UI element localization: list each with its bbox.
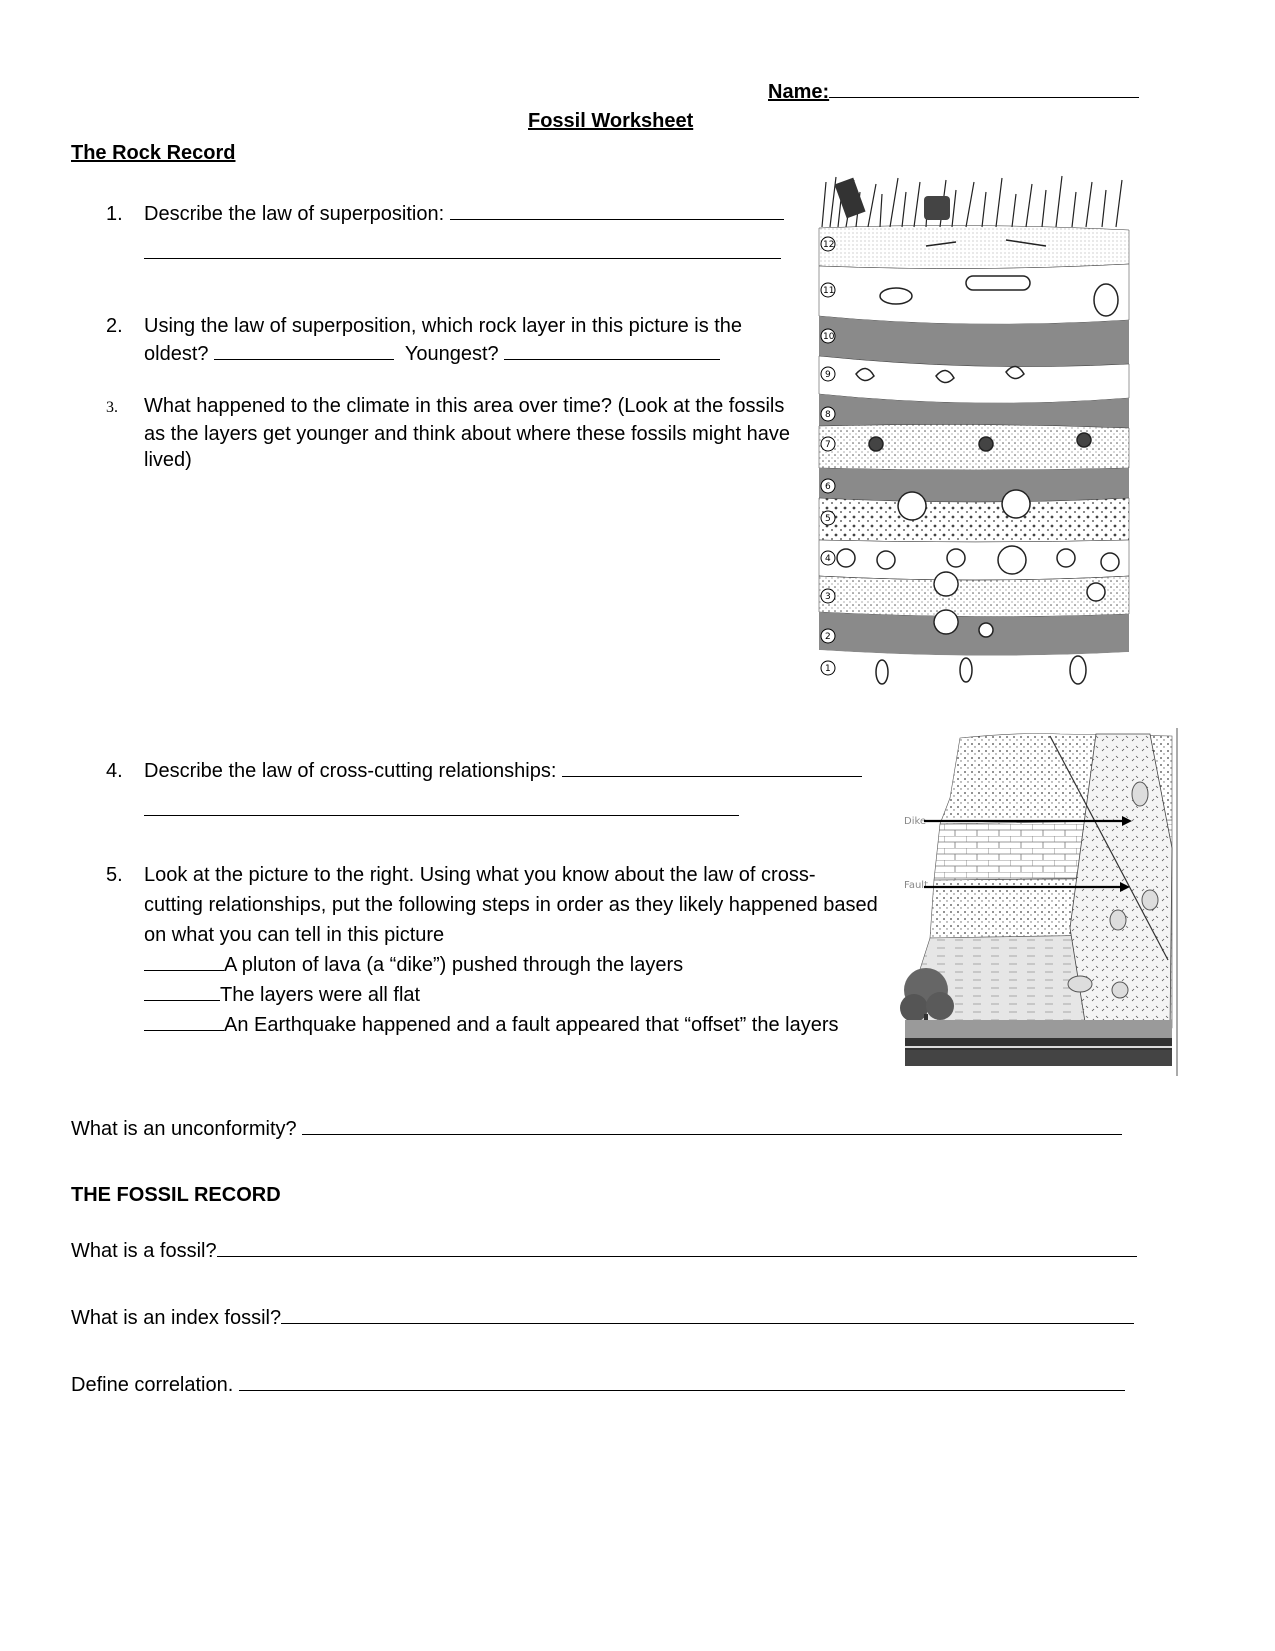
question-text: Describe the law of cross-cutting relationships: [144, 760, 557, 782]
layer-label-9: 9 [825, 370, 831, 380]
youngest-label: Youngest? [404, 343, 499, 365]
question-number: 1. [106, 203, 123, 225]
layer-label-11: 11 [823, 286, 835, 296]
step-blank[interactable] [144, 982, 220, 1001]
layer-label-6: 6 [825, 482, 831, 492]
question-number: 4. [106, 760, 123, 782]
answer-blank[interactable] [562, 758, 862, 777]
layer-11 [819, 264, 1129, 324]
layer-label-7: 7 [825, 440, 831, 450]
layer-label-1: 1 [825, 664, 831, 674]
section-rock-record: The Rock Record [71, 142, 236, 164]
ground [905, 1020, 1172, 1038]
page-title: Fossil Worksheet [528, 110, 694, 132]
layer-label-8: 8 [825, 410, 831, 420]
name-blank[interactable] [829, 79, 1139, 98]
question-text-line1: Look at the picture to the right. Using what you know about the law of cross- [144, 864, 816, 886]
road [905, 1038, 1172, 1050]
answer-line[interactable] [144, 258, 781, 259]
index-fossil-question [71, 1305, 1134, 1330]
question-text: Using the law of superposition, which rock layer in this picture is the [144, 315, 743, 337]
question-text: Describe the law of superposition: [144, 203, 445, 225]
youngest-blank[interactable] [504, 341, 720, 360]
name-field [768, 79, 1139, 104]
layer-3 [819, 576, 1129, 617]
question-text-line2: cutting relationships, put the following steps in order as they likely happened based [144, 894, 878, 916]
question-1 [106, 201, 784, 226]
surface-vegetation [822, 176, 1122, 227]
step-2-text: The layers were all flat [220, 984, 421, 1006]
answer-blank[interactable] [217, 1238, 1137, 1257]
name-label: Name: [768, 81, 830, 103]
step-1-text: A pluton of lava (a “dike”) pushed through the layers [224, 954, 684, 976]
cross-section-figure [900, 728, 1180, 1076]
fossil-question [71, 1238, 1137, 1263]
question-text-line1: What happened to the climate in this area over time? (Look at the fossils [144, 395, 785, 417]
step-blank[interactable] [144, 952, 224, 971]
dike-label: Dike [904, 816, 927, 827]
question-text-line3: lived) [144, 449, 192, 471]
rock [924, 196, 950, 220]
question-text: What is an unconformity? [71, 1118, 297, 1140]
question-5 [106, 860, 878, 1040]
question-3 [106, 393, 790, 473]
fault-label: Fault [904, 880, 928, 891]
question-number: 2. [106, 315, 123, 337]
layer-4 [819, 540, 1129, 580]
layer-label-5: 5 [825, 514, 831, 524]
question-text: What is an index fossil? [71, 1307, 282, 1329]
step-blank[interactable] [144, 1012, 224, 1031]
layer-label-3: 3 [825, 592, 831, 602]
question-2-answers [144, 341, 720, 366]
question-number: 5. [106, 864, 123, 886]
layer-label-12: 12 [823, 240, 835, 250]
layer-6 [819, 468, 1129, 502]
answer-blank[interactable] [302, 1116, 1122, 1135]
layer-label-2: 2 [825, 632, 831, 642]
step-3-text: An Earthquake happened and a fault appeared that “offset” the layers [224, 1014, 839, 1036]
answer-line[interactable] [144, 815, 739, 816]
answer-blank[interactable] [450, 201, 784, 220]
layer-12 [819, 225, 1129, 268]
correlation-question [71, 1372, 1125, 1397]
question-text: What is a fossil? [71, 1240, 217, 1262]
oldest-blank[interactable] [214, 341, 394, 360]
answer-blank[interactable] [281, 1305, 1134, 1324]
unconformity-question [71, 1116, 1122, 1141]
answer-blank[interactable] [239, 1372, 1125, 1391]
question-2 [106, 315, 742, 338]
layer-label-10: 10 [823, 332, 835, 342]
question-text-line2: as the layers get younger and think about where these fossils might have [144, 423, 790, 445]
question-text: Define correlation. [71, 1374, 234, 1396]
question-4 [106, 758, 862, 783]
layer-5 [819, 498, 1129, 542]
layer-2 [819, 612, 1129, 656]
question-number: 3. [106, 399, 118, 416]
section-fossil-record: THE FOSSIL RECORD [71, 1184, 281, 1206]
layer-label-4: 4 [825, 554, 831, 564]
question-text-line3: on what you can tell in this picture [144, 924, 445, 946]
rock-layers-figure [816, 172, 1132, 696]
oldest-label: oldest? [144, 343, 209, 365]
